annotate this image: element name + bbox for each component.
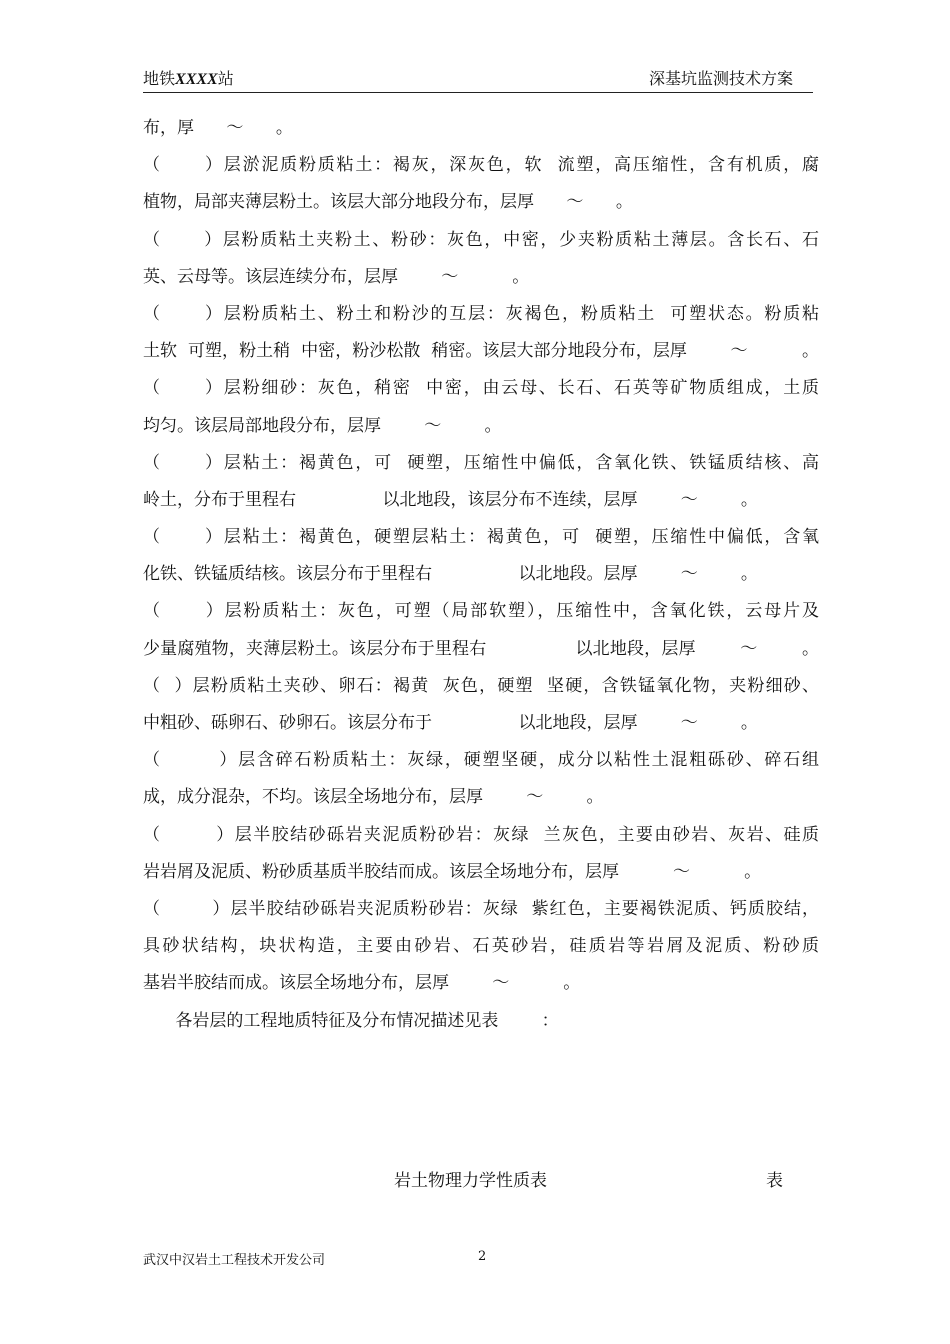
- text-line: 少量腐殖物，夹薄层粉土。该层分布于里程右 以北地段，层厚 ～ 。: [143, 638, 819, 659]
- text-line: 英、云母等。该层连续分布，层厚 ～ 。: [143, 266, 530, 287]
- text-line: 具砂状结构，块状构造，主要由砂岩、石英砂岩，硅质岩等岩屑及泥质、粉砂质: [143, 936, 819, 957]
- text-line: （ ）层粘土：褐黄色，硬塑层粘土：褐黄色，可 硬塑，压缩性中偏低，含氧: [143, 527, 819, 548]
- page-header: [143, 66, 813, 93]
- text-line: 土软 可塑，粉土稍 中密，粉沙松散 稍密。该层大部分地段分布，层厚 ～ 。: [143, 341, 819, 362]
- text-line: 成，成分混杂，不均。该层全场地分布，层厚 ～ 。: [143, 787, 604, 808]
- text-line: 中粗砂、砾卵石、砂卵石。该层分布于 以北地段，层厚 ～ 。: [143, 713, 758, 733]
- text-line: 均匀。该层局部地段分布，层厚 ～ 。: [143, 415, 502, 436]
- text-line: （ ）层粉质粘土夹粉土、粉砂：灰色，中密，少夹粉质粘土薄层。含长石、石: [143, 229, 819, 250]
- text-line: 岩岩屑及泥质、粉砂质基质半胶结而成。该层全场地分布，层厚 ～ 。: [143, 861, 762, 882]
- text-line: （ ）层粉质粘土夹砂、卵石：褐黄 灰色，硬塑 坚硬，含铁锰氧化物，夹粉细砂、: [143, 675, 819, 696]
- table-caption: 岩土物理力学性质表: [394, 1171, 547, 1191]
- text-line: 化铁、铁锰质结核。该层分布于里程右 以北地段。层厚 ～ 。: [143, 564, 758, 585]
- text-line: 植物，局部夹薄层粉土。该层大部分地段分布，层厚 ～ 。: [143, 192, 633, 213]
- text-line: （ ）层粉质粘土：灰色，可塑（局部软塑），压缩性中，含氧化铁，云母片及: [143, 601, 819, 622]
- header-project-name: 地铁XXXX站: [143, 69, 234, 88]
- footer-company: 武汉中汉岩土工程技术开发公司: [143, 1253, 326, 1268]
- text-line: （ ）层粉细砂：灰色，稍密 中密，由云母、长石、石英等矿物质组成，土质: [143, 378, 819, 399]
- table-caption-label: 表: [766, 1171, 783, 1191]
- text-line: （ ）层半胶结砂砾岩夹泥质粉砂岩：灰绿 兰灰色，主要由砂岩、灰岩、硅质: [143, 824, 819, 845]
- text-line: （ ）层粉质粘土、粉土和粉沙的互层：灰褐色，粉质粘土 可塑状态。粉质粘: [143, 303, 819, 324]
- text-line: （ ）层粘土：褐黄色，可 硬塑，压缩性中偏低，含氧化铁、铁锰质结核、高: [143, 452, 819, 473]
- text-line: （ ）层含碎石粉质粘土：灰绿，硬塑坚硬，成分以粘性土混粗砾砂、碎石组: [143, 750, 819, 771]
- text-line: 各岩层的工程地质特征及分布情况描述见表 ：: [143, 1010, 559, 1031]
- text-line: 布，厚 ～ 。: [143, 118, 293, 138]
- footer-page-number: 2: [478, 1249, 487, 1264]
- text-line: （ ）层半胶结砂砾岩夹泥质粉砂岩：灰绿 紫红色，主要褐铁泥质、钙质胶结，: [143, 898, 819, 919]
- body-text: [143, 118, 819, 1048]
- text-line: 基岩半胶结而成。该层全场地分布，层厚 ～ 。: [143, 973, 581, 994]
- text-line: 岭土，分布于里程右 以北地段，该层分布不连续，层厚 ～ 。: [143, 489, 758, 510]
- header-document-title: 深基坑监测技术方案: [648, 69, 793, 88]
- text-line: （ ）层淤泥质粉质粘土：褐灰，深灰色，软 流塑，高压缩性，含有机质，腐: [143, 155, 819, 176]
